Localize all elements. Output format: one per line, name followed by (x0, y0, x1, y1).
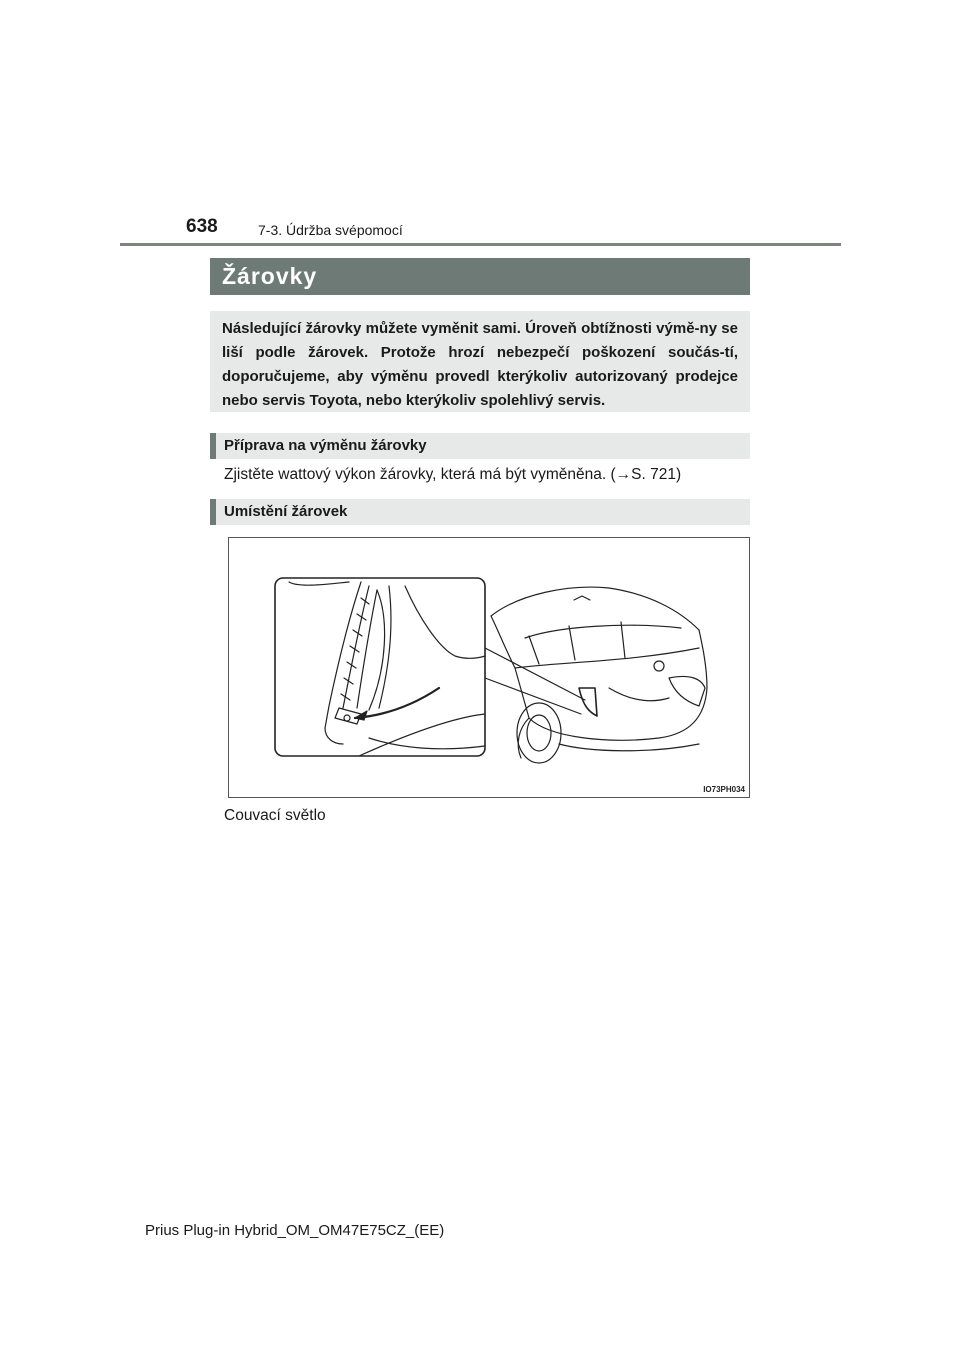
inset-frame (275, 578, 485, 756)
header-divider (120, 243, 841, 246)
bulb-location-figure (228, 537, 750, 798)
car-rear-view (491, 587, 707, 763)
section-heading-bulb-location: Umístění žárovek (210, 499, 750, 525)
inset-lamp-detail (289, 582, 485, 756)
leader-line-bottom (485, 678, 581, 714)
leader-line-top (485, 648, 585, 700)
pointer-arrow (355, 688, 439, 718)
section-heading-preparation: Příprava na výměnu žárovky (210, 433, 750, 459)
page-number: 638 (186, 216, 218, 237)
figure-caption: Couvací světlo (224, 807, 326, 824)
page-title: Žárovky (210, 258, 750, 295)
intro-text: Následující žárovky můžete vyměnit sami. Úroveň obtížnosti výmě-ny se liší podle žárovek. Protože hrozí nebezpečí poškození součás-tí, doporučujeme, aby výměnu provedl kterýkoliv autorizovaný prodejce nebo servis Toyota, nebo kterýkoliv spolehlivý servis. (210, 311, 750, 412)
breadcrumb: 7-3. Údržba svépomocí (258, 222, 403, 238)
preparation-text: Zjistěte wattový výkon žárovky, která má být vyměněna. (→S. 721) (224, 466, 682, 483)
figure-code: IO73PH034 (703, 785, 745, 794)
document-footer: Prius Plug-in Hybrid_OM_OM47E75CZ_(EE) (145, 1222, 445, 1239)
car-rear-illustration (229, 538, 749, 797)
